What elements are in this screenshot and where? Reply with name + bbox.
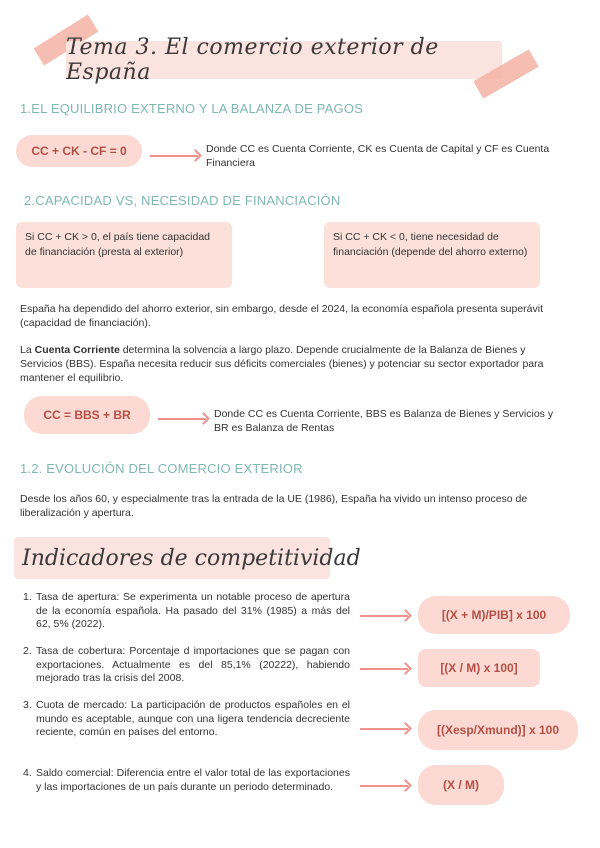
item-text: Tasa de apertura: Se experimenta un notable proceso de apertura de la economía española. Ha pasado del 31% (1985) a más del 62, 5% (2022). — [36, 591, 350, 630]
formula-pill-cc: CC = BBS + BR — [24, 396, 150, 434]
item-number: 3. — [23, 699, 32, 711]
paragraph-current-account — [20, 343, 560, 385]
section-heading-balance: 1.EL EQUILIBRIO EXTERNO Y LA BALANZA DE PAGOS — [20, 101, 364, 116]
item-text: Saldo comercial: Diferencia entre el valor total de las exportaciones y las importaciones de un país durante un periodo determinado. — [36, 767, 350, 793]
page-title: Tema 3. El comercio exterior de España — [66, 35, 439, 85]
formula-pill-opening: [(X + M)/PIB] x 100 — [418, 596, 570, 634]
paragraph-evolution: Desde los años 60, y especialmente tras la entrada de la UE (1986), España ha vivido un intenso proceso de liberalización y apertura. — [20, 493, 528, 519]
indicator-item-market-share — [23, 699, 350, 740]
formula-pill-trade-balance: (X / M) — [418, 765, 504, 805]
para-prefix: La — [20, 344, 35, 356]
item-text: Tasa de cobertura: Porcentaje d importaciones que se pagan con exportaciones. Actualmente es del 85,1% (20222), habiendo mejorado tras la crisis del 2008. — [36, 645, 350, 684]
formula-note-cc: Donde CC es Cuenta Corriente, BBS es Balanza de Bienes y Servicios y BR es Balanza de Rentas — [214, 408, 554, 434]
item-number: 2. — [23, 645, 32, 657]
arrow-icon — [360, 615, 408, 617]
arrow-icon — [360, 728, 408, 730]
section-heading-financing: 2.CAPACIDAD VS, NECESIDAD DE FINANCIACIÓN — [24, 193, 341, 208]
arrow-icon — [158, 418, 206, 420]
indicator-item-coverage — [23, 645, 350, 686]
arrow-icon — [360, 668, 408, 670]
indicator-item-trade-balance — [23, 767, 350, 794]
item-number: 4. — [23, 767, 32, 779]
formula-pill-coverage: [(X / M) x 100] — [418, 649, 540, 687]
formula-pill-balance: CC + CK - CF = 0 — [16, 135, 142, 167]
box-need: Si CC + CK < 0, tiene necesidad de financiación (depende del ahorro externo) — [324, 222, 540, 288]
formula-note-balance: Donde CC es Cuenta Corriente, CK es Cuenta de Capital y CF es Cuenta Financiera — [206, 143, 550, 169]
arrow-icon — [150, 155, 198, 157]
indicator-item-opening — [23, 591, 350, 632]
item-number: 1. — [23, 591, 32, 603]
para-bold-term: Cuenta Corriente — [34, 344, 120, 356]
section-heading-evolution: 1.2. EVOLUCIÓN DEL COMERCIO EXTERIOR — [20, 461, 303, 476]
para-rest: determina la solvencia a largo plazo. Depende crucialmente de la Balanza de Bienes y Servicios (BBS). España necesita reducir sus déficits comerciales (bienes) y potenciar su sector exportador para mantener el equilibrio. — [20, 344, 544, 384]
arrow-icon — [360, 785, 408, 787]
indicators-heading: Indicadores de competitividad — [22, 545, 361, 571]
paragraph-savings: España ha dependido del ahorro exterior, sin embargo, desde el 2024, la economía española presenta superávit (capacidad de financiación). — [20, 303, 544, 329]
box-capacity: Si CC + CK > 0, el país tiene capacidad de financiación (presta al exterior) — [16, 222, 232, 288]
item-text: Cuota de mercado: La participación de productos españoles en el mundo es aceptable, aunque con una ligera tendencia decreciente reciente, común en países del entorno. — [36, 699, 350, 738]
formula-pill-market-share: [(Xesp/Xmund)] x 100 — [418, 710, 578, 750]
